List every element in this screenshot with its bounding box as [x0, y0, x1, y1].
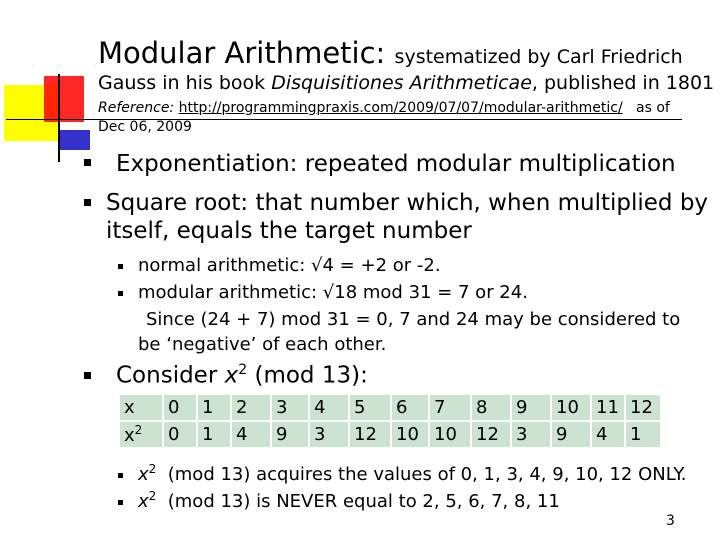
- table-row-x: [120, 395, 660, 420]
- sub-bullet-normal: normal arithmetic: √4 = +2 or -2.: [138, 255, 441, 276]
- decorative-blue-square: [58, 130, 90, 150]
- reference-link[interactable]: http://programmingpraxis.com/2009/07/07/modular-arithmetic/: [178, 100, 623, 116]
- table-cell: 1: [198, 395, 230, 420]
- since-line1: Since (24 + 7) mod 31 = 0, 7 and 24 may be considered to: [146, 309, 681, 330]
- table-cell: 11: [592, 395, 624, 420]
- table-cell: 4: [232, 422, 270, 447]
- table-cell: 12: [350, 422, 390, 447]
- decorative-red-square: [44, 76, 84, 122]
- sub-bullet-marker: [118, 473, 123, 478]
- slide-title-line2: [98, 72, 714, 94]
- table-cell: 7: [430, 395, 470, 420]
- conclusion-never: [138, 489, 560, 512]
- conclusion-line2: (mod 13) is NEVER equal to 2, 5, 6, 7, 8, 11: [167, 491, 560, 512]
- table-cell: 2: [232, 395, 270, 420]
- decorative-vertical-line: [58, 74, 60, 162]
- reference-date: Dec 06, 2009: [98, 119, 192, 135]
- reference-date-prefix: as of: [636, 100, 670, 116]
- title-line2-prefix: Gauss in his book: [98, 72, 272, 94]
- table-cell: 1: [198, 422, 230, 447]
- reference-label: Reference:: [98, 100, 179, 116]
- table-cell: 9: [512, 395, 550, 420]
- slide-title: [98, 36, 683, 70]
- conclusion-values: [138, 462, 686, 485]
- title-subtitle-part1: systematized by Carl Friedrich: [394, 46, 683, 68]
- title-main-text: Modular Arithmetic:: [98, 36, 386, 70]
- consider-exponent: 2: [238, 362, 248, 378]
- sub-bullet-marker: [118, 264, 123, 269]
- table-cell: 1: [626, 422, 660, 447]
- table-cell: 12: [626, 395, 660, 420]
- consider-suffix: (mod 13):: [247, 362, 368, 389]
- bullet-consider: [116, 362, 368, 389]
- sub-bullet-modular: modular arithmetic: √18 mod 31 = 7 or 24.: [138, 282, 528, 303]
- bullet-exponentiation: Exponentiation: repeated modular multiplication: [116, 151, 676, 177]
- conclusion-variable: x: [138, 491, 149, 512]
- consider-prefix: Consider: [116, 362, 225, 389]
- consider-variable: x: [224, 362, 239, 389]
- since-line2: be ‘negative’ of each other.: [138, 334, 387, 355]
- table-cell: 10: [392, 422, 428, 447]
- table-cell: 0: [164, 395, 196, 420]
- book-title: Disquisitiones Arithmeticae: [271, 72, 532, 94]
- table-cell: 4: [592, 422, 624, 447]
- squares-mod-13-table: [118, 393, 662, 449]
- bullet-square-root-line2: itself, equals the target number: [106, 218, 472, 244]
- bullet-square-root-line1: Square root: that number which, when multiplied by: [106, 190, 709, 216]
- table-cell: 0: [164, 422, 196, 447]
- conclusion-variable: x: [138, 464, 149, 485]
- conclusion-exponent: 2: [148, 462, 157, 476]
- conclusion-exponent: 2: [148, 489, 157, 503]
- table-cell: 9: [552, 422, 590, 447]
- table-row-header: x: [120, 395, 162, 420]
- page-number: 3: [666, 513, 675, 529]
- bullet-marker: [84, 199, 91, 206]
- table-cell: 10: [430, 422, 470, 447]
- table-cell: 12: [472, 422, 510, 447]
- table-cell: 3: [272, 395, 308, 420]
- sub-bullet-marker: [118, 500, 123, 505]
- table-cell: 5: [350, 395, 390, 420]
- title-line2-suffix: , published in 1801: [531, 72, 715, 94]
- table-cell: 8: [472, 395, 510, 420]
- table-cell: 3: [512, 422, 550, 447]
- table-cell: 6: [392, 395, 428, 420]
- table-cell: 4: [310, 395, 348, 420]
- table-row-header: $x^2$: [120, 422, 162, 447]
- bullet-marker: [84, 372, 91, 379]
- table-cell: 9: [272, 422, 308, 447]
- reference: [98, 99, 698, 137]
- bullet-marker: [84, 159, 91, 166]
- table-cell: 3: [310, 422, 348, 447]
- conclusion-line1: (mod 13) acquires the values of 0, 1, 3, 4, 9, 10, 12 ONLY.: [167, 464, 687, 485]
- sub-bullet-marker: [118, 291, 123, 296]
- table-row-x-squared: [120, 422, 660, 447]
- table-cell: 10: [552, 395, 590, 420]
